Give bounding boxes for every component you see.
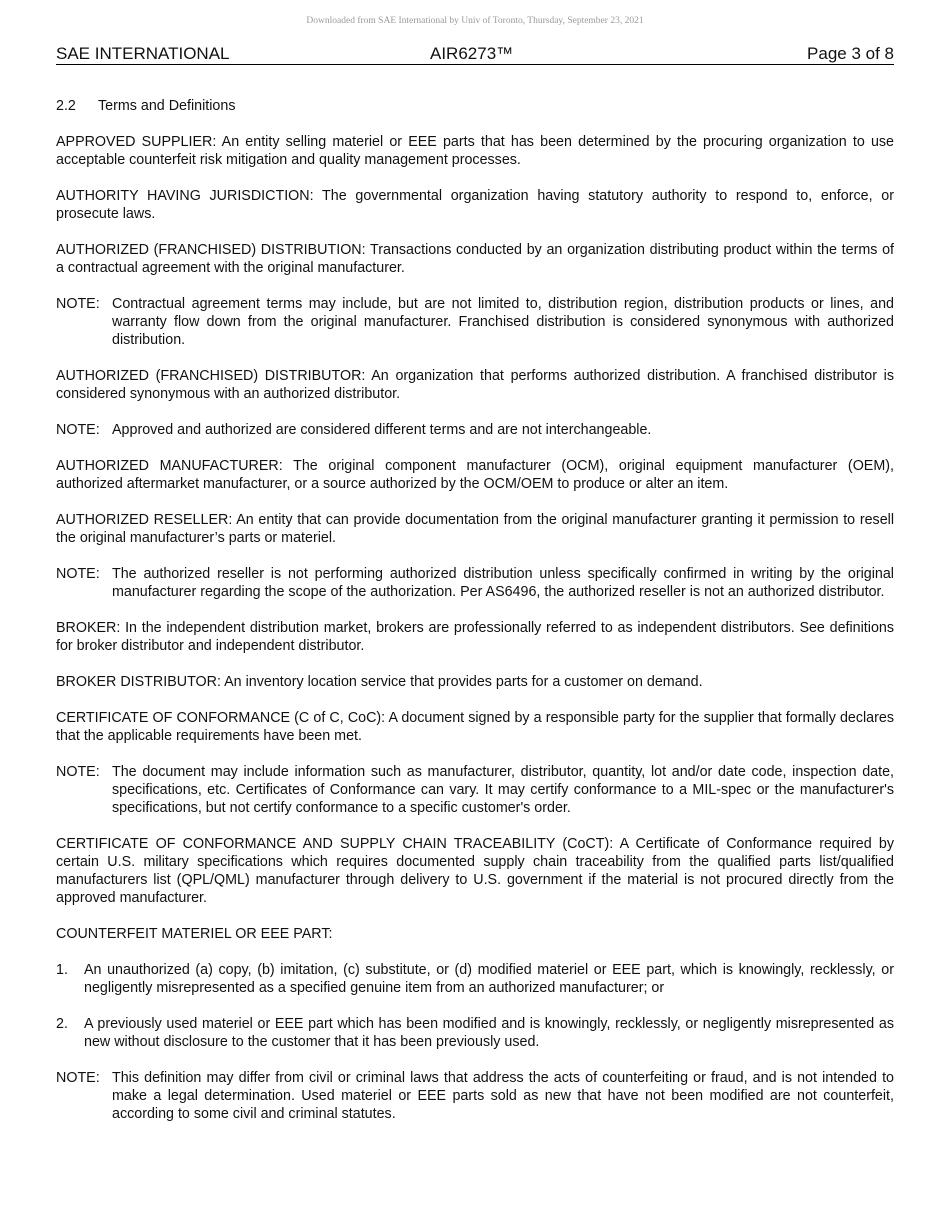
section-title: Terms and Definitions [98, 98, 236, 114]
list-item [56, 961, 894, 997]
header-document-number: AIR6273™ [430, 44, 514, 63]
list-item-number: 1. [56, 962, 68, 978]
header-page-number: Page 3 of 8 [807, 44, 894, 63]
note-label: NOTE: [56, 764, 100, 780]
definition-certificate-of-conformance: CERTIFICATE OF CONFORMANCE (C of C, CoC): A document signed by a responsible party for the supplier that formally declares that the applicable requirements have been met. [56, 710, 894, 744]
definition-authorized-distributor: AUTHORIZED (FRANCHISED) DISTRIBUTOR: An organization that performs authorized distribution. A franchised distributor is considered synonymous with an authorized distributor. [56, 368, 894, 402]
note-block [56, 565, 894, 601]
definition-coct: CERTIFICATE OF CONFORMANCE AND SUPPLY CHAIN TRACEABILITY (CoCT): A Certificate of Conformance required by certain U.S. military specifications which requires documented supply chain traceability from the qualified parts list/qualified manufacturers list (QPL/QML) manufacturer through delivery to U.S. government if the material is not procured directly from the approved manufacturer. [56, 836, 894, 906]
note-block [56, 295, 894, 349]
definition-authority-having-jurisdiction: AUTHORITY HAVING JURISDICTION: The governmental organization having statutory authority to respond to, enforce, or prosecute laws. [56, 188, 894, 222]
note-label: NOTE: [56, 422, 100, 438]
definition-authorized-distribution: AUTHORIZED (FRANCHISED) DISTRIBUTION: Transactions conducted by an organization distributing product within the terms of a contractual agreement with the original manufacturer. [56, 242, 894, 276]
download-watermark: Downloaded from SAE International by Univ of Toronto, Thursday, September 23, 2021 [306, 16, 644, 26]
note-text: Contractual agreement terms may include, but are not limited to, distribution region, distribution products or lines, and warranty flow down from the original manufacturer. Franchised distribution is considered synonymous with authorized distribution. [112, 296, 894, 348]
note-label: NOTE: [56, 1070, 100, 1086]
header-organization: SAE INTERNATIONAL [56, 44, 230, 63]
note-text: The document may include information such as manufacturer, distributor, quantity, lot and/or date code, inspection date, specifications, etc. Certificates of Conformance can vary. It may certify conformance to a MIL-spec or the manufacturer's specifications, but not certify conformance to a specific customer's order. [112, 764, 894, 816]
note-label: NOTE: [56, 566, 100, 582]
definition-broker: BROKER: In the independent distribution market, brokers are professionally referred to as independent distributors. See definitions for broker distributor and independent distributor. [56, 620, 894, 654]
document-body [56, 97, 894, 1141]
note-text: This definition may differ from civil or criminal laws that address the acts of counterfeiting or fraud, and is not intended to make a legal determination. Used materiel or EEE parts sold as new that have not been modified are not counterfeit, according to some civil and criminal statutes. [112, 1070, 894, 1122]
note-block [56, 421, 894, 439]
definition-authorized-manufacturer: AUTHORIZED MANUFACTURER: The original component manufacturer (OCM), original equipment manufacturer (OEM), authorized aftermarket manufacturer, or a source authorized by the OCM/OEM to produce or alter an item. [56, 458, 894, 492]
list-item-number: 2. [56, 1016, 68, 1032]
page-header [56, 44, 894, 65]
section-heading [56, 97, 894, 115]
list-item-text: A previously used materiel or EEE part which has been modified and is knowingly, recklessly, or negligently misrepresented as new without disclosure to the customer that it has been previously used. [84, 1016, 894, 1050]
definition-approved-supplier: APPROVED SUPPLIER: An entity selling materiel or EEE parts that has been determined by the procuring organization to use acceptable counterfeit risk mitigation and quality management processes. [56, 134, 894, 168]
note-label: NOTE: [56, 296, 100, 312]
list-item [56, 1015, 894, 1051]
note-block [56, 1069, 894, 1123]
note-text: The authorized reseller is not performing authorized distribution unless specifically confirmed in writing by the original manufacturer regarding the scope of the authorization. Per AS6496, the authorized reseller is not an authorized distributor. [112, 566, 894, 600]
definition-broker-distributor: BROKER DISTRIBUTOR: An inventory location service that provides parts for a customer on demand. [56, 674, 703, 690]
section-number: 2.2 [56, 98, 76, 114]
list-item-text: An unauthorized (a) copy, (b) imitation, (c) substitute, or (d) modified materiel or EEE part, which is knowingly, recklessly, or negligently misrepresented as a specified genuine item from an authorized manufacturer; or [84, 962, 894, 996]
note-text: Approved and authorized are considered different terms and are not interchangeable. [112, 422, 652, 438]
definition-counterfeit-heading: COUNTERFEIT MATERIEL OR EEE PART: [56, 926, 333, 942]
definition-authorized-reseller: AUTHORIZED RESELLER: An entity that can provide documentation from the original manufacturer granting it permission to resell the original manufacturer’s parts or materiel. [56, 512, 894, 546]
note-block [56, 763, 894, 817]
